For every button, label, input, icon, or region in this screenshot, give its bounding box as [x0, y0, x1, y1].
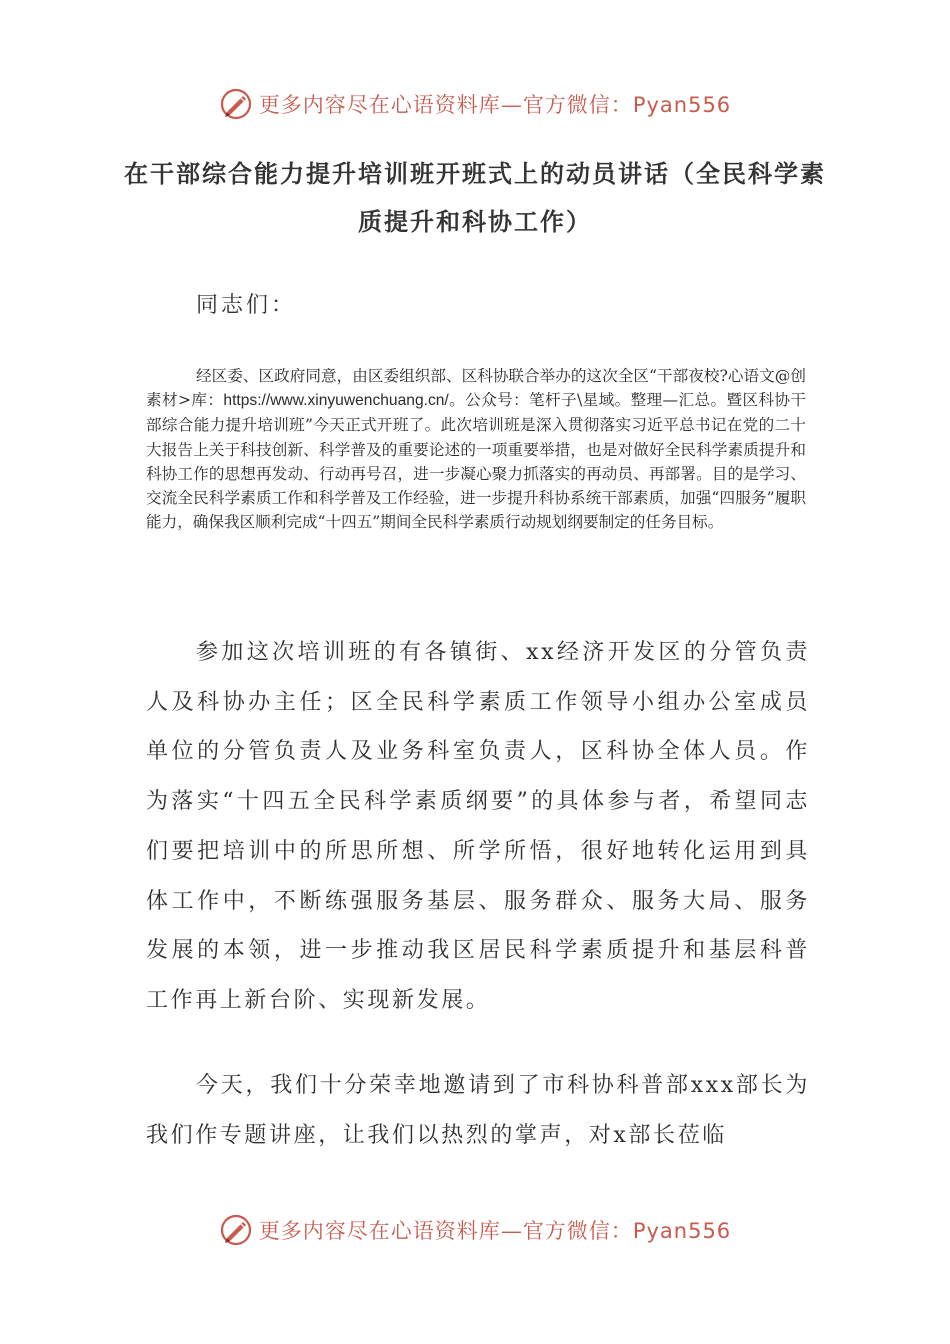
- watermark-text: 更多内容尽在心语资料库—官方微信：Pyan556: [258, 1219, 732, 1243]
- document-title: 在干部综合能力提升培训班开班式上的动员讲话（全民科学素质提升和科协工作）: [124, 160, 826, 236]
- pen-circle-logo-icon: [219, 87, 253, 121]
- header-watermark-banner: [0, 82, 950, 126]
- greeting: 同志们：: [196, 293, 297, 318]
- website-link: https://www.xinyuwenchuang.cn/: [223, 392, 449, 410]
- paragraph-participants: 参加这次培训班的有各镇街、xx经济开发区的分管负责人及科协办主任；区全民科学素质工作领导小组办公室成员单位的分管负责人及业务科室负责人，区科协全体人员。作为落实“十四五全民科学素质纲要”的具体参与者，希望同志们要把培训中的所思所想、所学所悟，很好地转化运用到具体工作中，不断练强服务基层、服务群众、服务大局、服务发展的本领，进一步推动我区居民科学素质提升和基层科普工作再上新台阶、实现新发展。: [146, 640, 810, 1013]
- footer-watermark-banner: [0, 1208, 950, 1252]
- watermark-text: 更多内容尽在心语资料库—官方微信：Pyan556: [258, 93, 732, 117]
- paragraph-lecture: 今天，我们十分荣幸地邀请到了市科协科普部xxx部长为我们作专题讲座，让我们以热烈的掌声，对x部长莅临: [146, 1073, 810, 1148]
- pen-circle-logo-icon: [219, 1213, 253, 1247]
- paragraph-intro: 经区委、区政府同意，由区委组织部、区科协联合举办的这次全区“干部夜校?心语文@创素材>库：https://www.xinyuwenchuang.cn/。公众号：笔杆子\星域。整理—汇总。暨区科协干部综合能力提升培训班”今天正式开班了。此次培训班是深入贯彻落实习近平总书记在党的二十大报告上关于科技创新、科学普及的重要论述的一项重要举措，也是对做好全民科学素质提升和科协工作的思想再发动、行动再号召，进一步凝心聚力抓落实的再动员、再部署。目的是学习、交流全民科学素质工作和科学普及工作经验，进一步提升科协系统干部素质，加强“四服务”履职能力，确保我区顺利完成“十四五”期间全民科学素质行动规划纲要制定的任务目标。: [146, 367, 806, 532]
